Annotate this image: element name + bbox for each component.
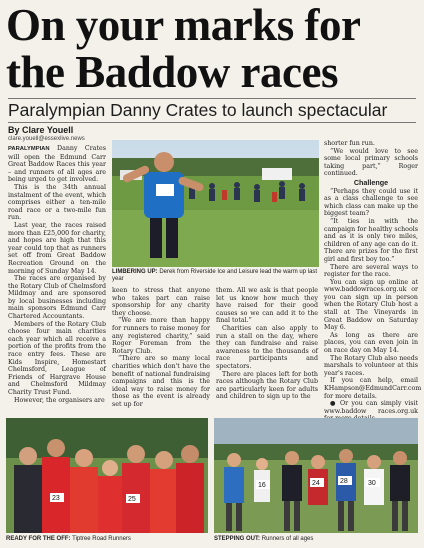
paragraph: “We would love to see some local primary schools taking part,” Roger continued. [324,147,418,178]
article-column-3 [216,287,318,413]
photo-runners-all-ages [214,418,418,533]
headline-line-1: On your marks for [6,0,361,50]
race-bib: 23 [52,495,60,502]
article-column-2 [112,287,210,413]
byline-email: clare.youell@essexlive.news [8,136,85,142]
byline [8,125,73,135]
caption-text: Runners of all ages [261,536,314,542]
race-bib: 25 [128,496,136,503]
divider-bottom [8,122,416,123]
paragraph: ● Or you can simply visit www.baddow races.org.uk [324,400,418,415]
main-photo-warmup [112,140,319,267]
paragraph: “It ties in with the campaign for healthy schools and as it is only two miles, children of any age can do it. There are prizes for the first girl and first boy too.” [324,217,418,263]
race-bib: 24 [312,480,320,487]
paragraph: There are several ways to register for the race. [324,263,418,279]
headline-line-2: the Baddow races [6,47,338,97]
paragraph: shorter fun run. [324,140,375,147]
paragraph: them. All we ask is that people let us know how much they have raised for their good causes so we can add it to the final total.” [216,287,318,325]
caption-text: Derek from Riverside Ice and Leisure lead the warm up last year [112,269,318,282]
paragraph: Last year, the races raised more than £25,000 for charity, and hopes are high that this year could top that as runners set off from Great Baddow Recreation Ground on the morning of Sunday May 14. [8,221,106,275]
paragraph: However, the organisers are [14,396,105,404]
paragraph: If you can help, email KHampson@EdmundCarr.com for more details. [324,377,422,400]
paragraph: Members of the Rotary Club choose four main charities each year which all receive a portion of the profits from the race entry fees. These are Kids Inspire, Homestart Chelmsford, League of Friends of Hargrave House and Chelmsford Mildmay Charity Trust Fund. [8,320,106,396]
left-photo-caption [6,536,208,543]
subheadline: Paralympian Danny Crates to launch spectacular [8,100,388,120]
paragraph: The races are organised by the Rotary Club of Chelmsford Mildmay and are sponsored by local businesses including main sponsors Edmund Carr Chartered Accountants. [8,275,106,321]
paragraph: “There are so many local charities which don't have the benefit of national fundraising campaigns and this is the ideal way to raise money for those as the event is already set up for [112,355,210,408]
byline-author: Clare Youell [22,125,74,135]
paragraph [8,145,106,184]
paragraph: You can sign up online at www.baddowraces.org.uk or you can sign up in person when the Rotary Club host a stall at The Vineyards in Great Baddow on Saturday May 6. [324,278,418,332]
race-bib: 16 [258,482,266,489]
race-bib: 28 [340,478,348,485]
lede-caps: PARALYMPIAN [8,146,50,152]
paragraph: There are places left for both races although the Rotary Club are particularly keen for adults and children to sign up to the [216,370,318,401]
paragraph: “Perhaps they could use it as a class challenge to see which class can make up the biggest team? [324,187,418,218]
paragraph: As long as there are places, you can even join in on race day on May 14. [324,331,418,355]
caption-label: READY FOR THE OFF: [6,536,71,542]
caption-label: STEPPING OUT: [214,536,261,542]
divider-top [8,98,416,99]
paragraph: “We are more than happy for runners to raise money for any registered charity,” said Roger Foreman from the Rotary Club. [112,317,210,355]
paragraph: Charities can also apply to run a stall on the day, where they can fundraise and raise awareness to the thousands of race participants and spectators. [216,324,318,370]
right-photo-caption [214,536,418,543]
article-column-1 [8,145,106,427]
headline [6,2,420,96]
caption-text: Tiptree Road Runners [72,536,131,542]
race-bib: 30 [368,480,376,487]
byline-prefix: By [8,125,20,135]
paragraph: This is the 34th annual instalment of the event, which comprises either a ten-mile road race or a two-mile fun run. [8,183,106,222]
section-subtitle: Challenge [353,177,389,187]
article-column-4 [324,140,422,418]
paragraph: The Rotary Club also needs marshals to volunteer at this year's races. [324,354,418,377]
photo-tiptree-runners [6,418,208,533]
main-photo-caption [112,269,319,283]
paragraph-text: Danny Crates will open the Edmund Carr Great Baddow Races this year – and runners of all ages are being urged to get involved. [8,145,106,184]
paragraph: keen to stress that anyone who takes part can raise sponsorship for any charity they choose. [112,287,210,317]
caption-label: LIMBERING UP: [112,269,158,275]
